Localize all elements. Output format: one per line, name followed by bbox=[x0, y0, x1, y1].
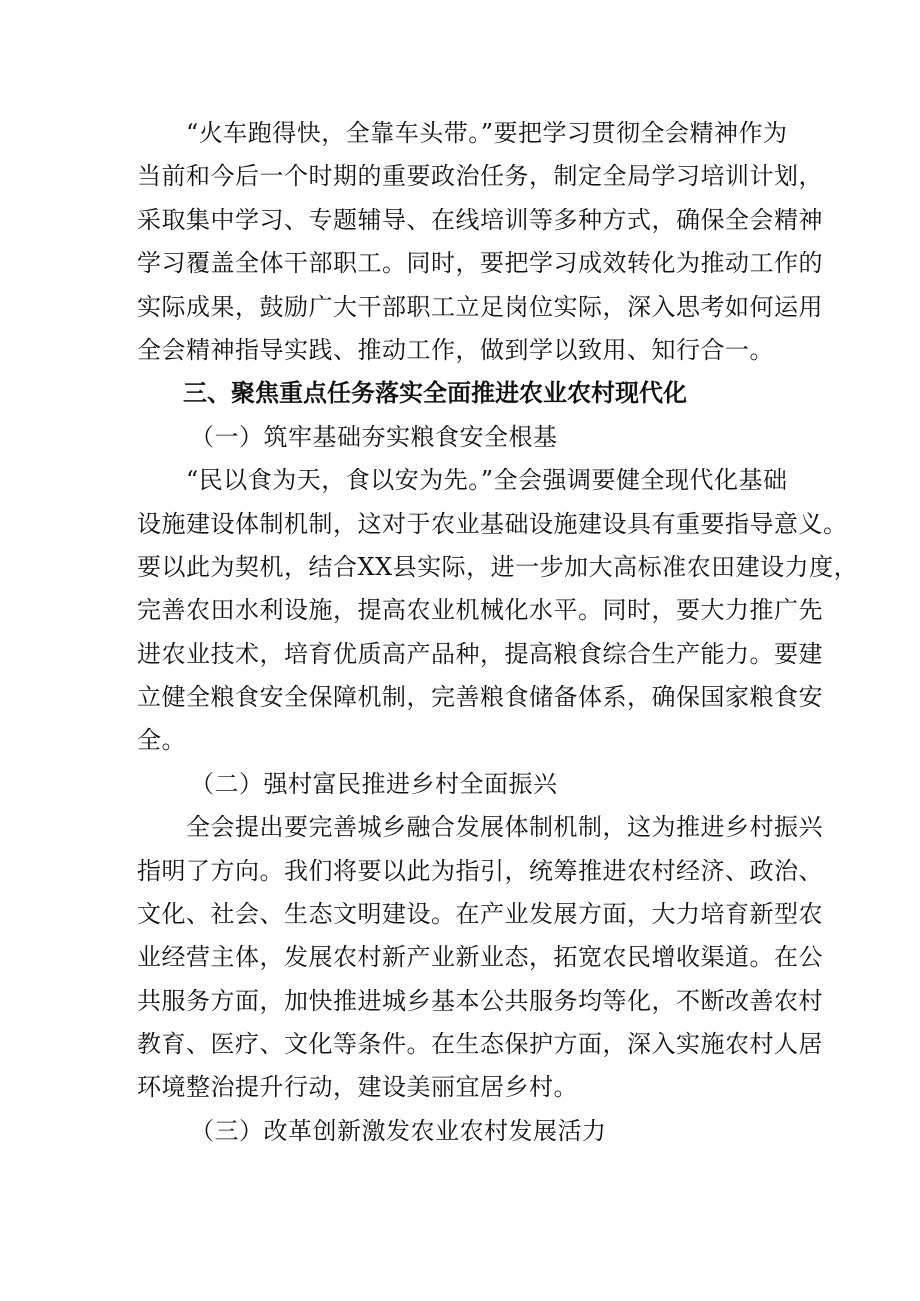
paragraph-line: 立健全粮食安全保障机制，完善粮食储备体系，确保国家粮食安 bbox=[137, 683, 823, 711]
paragraph-line: “火车跑得快，全靠车头带。”要把学习贯彻全会精神作为 bbox=[186, 119, 788, 147]
paragraph-line: 实际成果，鼓励广大干部职工立足岗位实际，深入思考如何运用 bbox=[137, 293, 823, 321]
subsection-title: （一）筑牢基础夯实粮食安全根基 bbox=[190, 423, 558, 451]
paragraph-line: 指明了方向。我们将要以此为指引，统筹推进农村经济、政治、 bbox=[137, 857, 823, 885]
paragraph-line: 当前和今后一个时期的重要政治任务，制定全局学习培训计划， bbox=[137, 162, 823, 190]
paragraph-line: 采取集中学习、专题辅导、在线培训等多种方式，确保全会精神 bbox=[137, 206, 823, 234]
section-heading: 三、聚焦重点任务落实全面推进农业农村现代化 bbox=[183, 379, 687, 407]
paragraph-line: 教育、医疗、文化等条件。在生态保护方面，深入实施农村人居 bbox=[137, 1030, 823, 1058]
paragraph-line: “民以食为天，食以安为先。”全会强调要健全现代化基础 bbox=[186, 466, 788, 494]
paragraph-line: 设施建设体制机制，这对于农业基础设施建设具有重要指导意义。 bbox=[137, 510, 848, 538]
paragraph-line: 学习覆盖全体干部职工。同时，要把学习成效转化为推动工作的 bbox=[137, 249, 823, 277]
subsection-title: （二）强村富民推进乡村全面振兴 bbox=[190, 770, 558, 798]
paragraph-line: 进农业技术，培育优质高产品种，提高粮食综合生产能力。要建 bbox=[137, 640, 823, 668]
paragraph-line: 全会提出要完善城乡融合发展体制机制，这为推进乡村振兴 bbox=[186, 813, 823, 841]
paragraph-line: 业经营主体，发展农村新产业新业态，拓宽农民增收渠道。在公 bbox=[137, 943, 823, 971]
subsection-title: （三）改革创新激发农业农村发展活力 bbox=[190, 1117, 607, 1145]
paragraph-line: 环境整治提升行动，建设美丽宜居乡村。 bbox=[137, 1073, 578, 1101]
paragraph-line: 文化、社会、生态文明建设。在产业发展方面，大力培育新型农 bbox=[137, 900, 823, 928]
paragraph-line: 全。 bbox=[137, 726, 186, 754]
paragraph-line: 共服务方面，加快推进城乡基本公共服务均等化，不断改善农村 bbox=[137, 987, 823, 1015]
paragraph-line: 全会精神指导实践、推动工作，做到学以致用、知行合一。 bbox=[137, 336, 774, 364]
paragraph-line: 完善农田水利设施，提高农业机械化水平。同时，要大力推广先 bbox=[137, 596, 823, 624]
paragraph-line: 要以此为契机，结合XX县实际，进一步加大高标准农田建设力度， bbox=[137, 553, 859, 581]
